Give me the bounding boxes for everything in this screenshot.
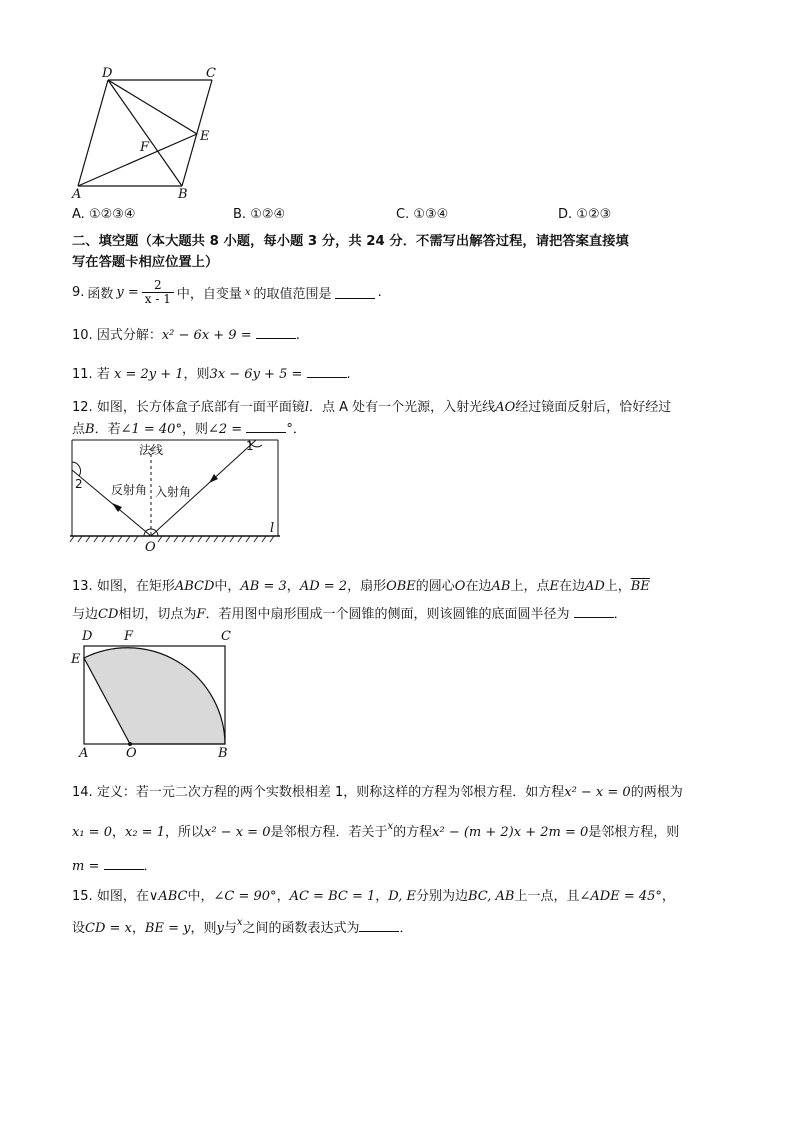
q12-hatch [78,536,82,542]
q13-ad2: AD [584,579,605,594]
q13-abcd: ABCD [174,579,215,594]
option-text: ①③④ [413,207,449,222]
q8-figure [60,60,230,200]
q14-text: ，所以 [164,825,204,840]
q15-answer-blank[interactable] [359,919,399,932]
q9-var: x [244,286,251,298]
question-15-line1 [72,885,675,904]
q12-hatch [110,536,114,542]
q13-obe: OBE [386,579,416,594]
q15-angle-ade: ∠ADE = 45° [579,889,662,904]
q12-hatch [118,536,122,542]
q12-reflected-ray [72,470,151,536]
q14-text: ， [111,825,125,840]
section-heading-line1: 二、填空题（本大题共 8 小题，每小题 3 分，共 24 分．不需写出解答过程，请把答案直接填 [72,234,629,249]
q12-l: l [304,400,310,415]
q14-eq3: x² − (m + 2)x + 2m = 0 [432,825,589,840]
q15-text: 之间的函数表达式为 [242,921,360,936]
question-14-line2 [72,821,679,840]
q9-fraction-numerator: 2 [142,279,174,293]
q12-hatch [198,536,202,542]
q12-hatch [214,536,218,542]
q15-x: x [236,917,243,928]
q12-l-label: l [270,521,275,536]
q14-x2: x₂ = 1 [125,825,165,840]
q13-text: 中， [214,579,241,594]
section-heading-line2: 写在答题卡相应位置上） [72,255,219,270]
q12-hatch [270,536,274,542]
q15-ac-bc: AC = BC = 1 [289,889,376,904]
q12-hatch [94,536,98,542]
q12-text: ．若 [94,422,121,437]
q15-angle-c: ∠C = 90° [213,889,277,904]
q15-text: 上一点，且 [514,889,580,904]
option-letter: B. [233,207,247,222]
question-15-line2 [72,917,413,936]
q13-arc-be: $\overline{BE}$ [630,579,650,594]
q14-text: 定义：若一元二次方程的两个实数根相差 1，则称这样的方程为邻根方程．如方程 [96,785,565,800]
q14-text: 的方程 [393,825,433,840]
q12-hatch [206,536,210,542]
q9-end: . [377,284,382,300]
q11-answer-blank[interactable] [307,365,347,378]
q14-eq1: x² − x = 0 [564,785,631,800]
q8-label-d: D [102,66,113,81]
q9-y: y = [116,284,139,300]
q14-m: m = [72,859,100,874]
q13-ab: AB = 3 [240,579,287,594]
q12-o-label: O [145,540,156,554]
q14-number: 14. [72,785,93,800]
q8-option-b [233,207,285,222]
q12-text: ，则 [181,422,208,437]
q15-end: ． [399,921,413,936]
q13-e: E [549,579,559,594]
q12-hatch [182,536,186,542]
q11-expression: 3x − 6y + 5 = [209,367,303,382]
q14-eq2: x² − x = 0 [204,825,271,840]
question-14-line1 [72,781,683,800]
q12-hatch [238,536,242,542]
option-text: ①②③④ [88,207,136,222]
q12-text: 如图，长方体盒子底部有一面平面镜 [96,400,305,415]
q8-option-a [72,207,136,222]
q8-label-b: B [178,187,188,200]
q14-x1: x₁ = 0 [72,825,112,840]
q12-hatch [166,536,170,542]
q13-label-e: E [71,652,81,667]
q11-end: . [346,367,351,382]
q8-segment-db [108,80,182,186]
q13-text: ，扇形 [347,579,387,594]
q9-number: 9. [72,284,85,300]
q15-triangle: ∨ABC [148,889,188,904]
q11-number: 11. [72,367,93,382]
q15-bc-ab: BC, AB [468,889,515,904]
q11-condition: x = 2y + 1 [113,367,184,382]
q12-hatch [86,536,90,542]
question-12-line2 [72,418,306,437]
q13-text: 的圆心 [415,579,455,594]
q10-number: 10. [72,328,93,343]
q13-f: F [196,607,206,622]
q14-end: ． [143,859,157,874]
q15-text: ， [131,921,145,936]
q14-text: 是邻根方程．若关于 [270,825,388,840]
option-letter: C. [396,207,410,222]
option-text: ①②④ [250,207,286,222]
q12-text: 经过镜面反射后，恰好经过 [515,400,672,415]
q8-segment-ae [78,134,197,186]
q13-figure [66,624,246,760]
q13-label-f: F [124,629,134,644]
q9-fraction [142,279,174,306]
q13-text: 上， [604,579,631,594]
q9-fraction-denominator: x - 1 [144,291,171,306]
q13-ab2: AB [491,579,511,594]
q15-cd: CD = x [85,921,132,936]
q15-text: ， [375,889,389,904]
q11-text-mid: ，则 [183,367,210,382]
q13-label-o: O [126,746,137,760]
q8-segment-ad [78,80,108,186]
q12-end: °． [286,422,306,437]
q13-label-d: D [82,629,93,644]
q12-angle2-label: 2 [75,477,83,491]
question-12-line1 [72,396,671,415]
q15-be: BE = y [144,921,191,936]
q12-hatch [254,536,258,542]
q14-text: 的两根为 [630,785,683,800]
q13-text: ， [286,579,300,594]
q15-text: ， [276,889,290,904]
question-14-line3 [72,855,157,874]
q13-label-a: A [79,746,89,760]
q12-hatch [262,536,266,542]
question-9 [72,274,382,310]
q11-text-pre: 若 [96,367,110,382]
q12-incident-label: 入射角 [155,485,192,499]
q13-text: 与边 [72,607,99,622]
q12-angle1: ∠1 = 40° [120,422,182,437]
q15-text: ， [661,889,675,904]
q9-text-post: 的取值范围是 [253,286,332,302]
q13-label-c: C [221,629,231,644]
q15-d-e: D, E [388,889,416,904]
q12-text: ．点 A 处有一个光源，入射光线 [309,400,496,415]
q14-text: 是邻根方程，则 [588,825,680,840]
q15-y: y [216,921,224,936]
q8-segment-de [108,80,197,134]
q13-label-b: B [218,746,228,760]
q13-cd: CD [98,607,119,622]
q15-text: ，则 [190,921,217,936]
q12-hatch [246,536,250,542]
q9-text-mid: 中，自变量 [176,286,242,302]
q12-text: 点 [72,422,86,437]
q13-text: ．若用图中扇形围成一个圆锥的侧面，则该圆锥的底面圆半径为 [205,607,570,622]
q13-answer-blank[interactable] [574,605,614,618]
q10-answer-blank[interactable] [256,326,296,339]
q13-text: 在边 [558,579,585,594]
q12-normal-label: 法线 [139,443,164,457]
q12-angle2: ∠2 = [207,422,243,437]
q12-hatch [230,536,234,542]
q15-text: 如图，在 [96,889,149,904]
q13-o: O [454,579,466,594]
q14-var: x [387,821,394,832]
q12-figure [66,436,288,554]
q12-hatch [222,536,226,542]
q15-text: 中， [187,889,214,904]
q9-answer-blank[interactable] [335,286,375,299]
q12-hatch [158,536,162,542]
option-text: ①②③ [576,207,612,222]
q10-expression: x² − 6x + 9 = [161,328,252,343]
option-letter: D. [558,207,573,222]
q12-angle1-label: 1 [246,439,254,453]
q12-reflect-label: 反射角 [111,483,148,497]
q8-label-c: C [206,66,216,81]
q15-number: 15. [72,889,93,904]
q13-text: 如图，在矩形 [96,579,175,594]
q12-number: 12. [72,400,93,415]
q12-hatch [174,536,178,542]
question-10 [72,324,300,343]
q12-b: B [85,422,95,437]
q14-answer-blank[interactable] [104,857,144,870]
question-13-line2 [72,603,627,622]
question-13-line1 [72,575,650,594]
q10-end: . [295,328,300,343]
q8-label-f: F [140,140,150,155]
q13-end: ． [613,607,627,622]
q15-text: 设 [72,921,86,936]
q12-ao: AO [495,400,516,415]
q13-text: 相切，切点为 [118,607,197,622]
q13-text: 上，点 [510,579,550,594]
q13-text: 在边 [465,579,492,594]
q12-hatch [70,536,74,542]
q13-number: 13. [72,579,93,594]
option-letter: A. [72,207,85,222]
q15-text: 与 [223,921,237,936]
question-11 [72,363,351,382]
q8-option-c [396,207,448,222]
q15-text: 分别为边 [415,889,468,904]
q12-hatch [102,536,106,542]
q12-answer-blank[interactable] [246,420,286,433]
q12-hatch [134,536,138,542]
q8-label-a: A [72,187,82,200]
q8-option-d [558,207,611,222]
q8-label-e: E [200,129,210,144]
q12-hatch [190,536,194,542]
q13-ad: AD = 2 [299,579,348,594]
q9-text-pre: 函数 [87,286,114,302]
q12-hatch [126,536,130,542]
q13-sector [84,648,225,744]
q10-text-pre: 因式分解： [96,328,162,343]
